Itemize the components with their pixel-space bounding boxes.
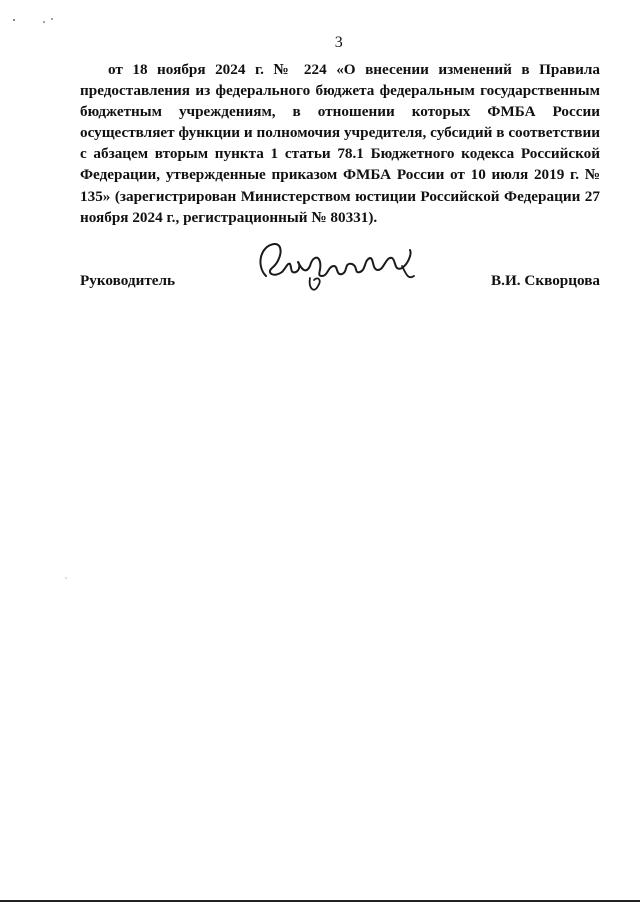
handwritten-signature bbox=[252, 236, 424, 298]
signer-name: В.И. Скворцова bbox=[491, 272, 600, 289]
document-paragraph bbox=[80, 59, 600, 228]
page-bottom-edge bbox=[0, 900, 640, 902]
paragraph-text: от 18 ноября 2024 г. № 224 «О внесении изменений в Правила предоставления из федерального бюджета федеральным государственным бюджетным учреждениям, в отношении которых ФМБА России осуществляет функции и полномочия учредителя, субсидий в соответствии с абзацем вторым пункта 1 статьи 78.1 Бюджетного кодекса Российской Федерации, утвержденные приказом ФМБА России от 10 июля 2019 г. № 135» (зарегистрирован Министерством юстиции Российской Федерации 27 ноября 2024 г., регистрационный № 80331). bbox=[80, 61, 600, 226]
signature-block bbox=[80, 236, 600, 296]
signer-title: Руководитель bbox=[80, 272, 176, 289]
page-number: 3 bbox=[334, 34, 344, 51]
